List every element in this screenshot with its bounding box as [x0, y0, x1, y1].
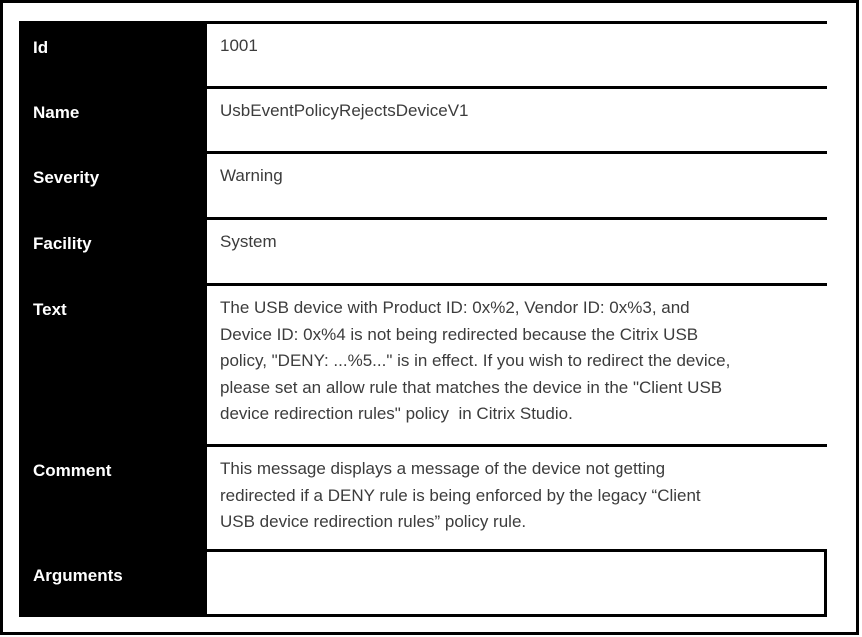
row-comment-value: This message displays a message of the device not getting redirected if a DENY rule is being enforced by the legacy “Client USB device redirection rules” policy rule.	[207, 444, 827, 549]
row-name-label: Name	[19, 86, 207, 151]
row-name-value: UsbEventPolicyRejectsDeviceV1	[207, 86, 827, 151]
row-facility-label: Facility	[19, 217, 207, 283]
row-severity-value: Warning	[207, 151, 827, 217]
row-id-label: Id	[19, 21, 207, 86]
row-facility-value: System	[207, 217, 827, 283]
row-arguments-value	[207, 549, 827, 617]
row-comment-label: Comment	[19, 444, 207, 549]
row-text-value: The USB device with Product ID: 0x%2, Vendor ID: 0x%3, and Device ID: 0x%4 is not being redirected because the Citrix USB policy, "DENY: ...%5..." is in effect. If you wish to redirect the device, please set an allow rule that matches the device in the "Client USB device redirection rules" policy in Citrix Studio.	[207, 283, 827, 444]
row-id-value: 1001	[207, 21, 827, 86]
row-text-label: Text	[19, 283, 207, 444]
row-arguments-label: Arguments	[19, 549, 207, 617]
row-severity-label: Severity	[19, 151, 207, 217]
event-message-table	[19, 21, 827, 617]
